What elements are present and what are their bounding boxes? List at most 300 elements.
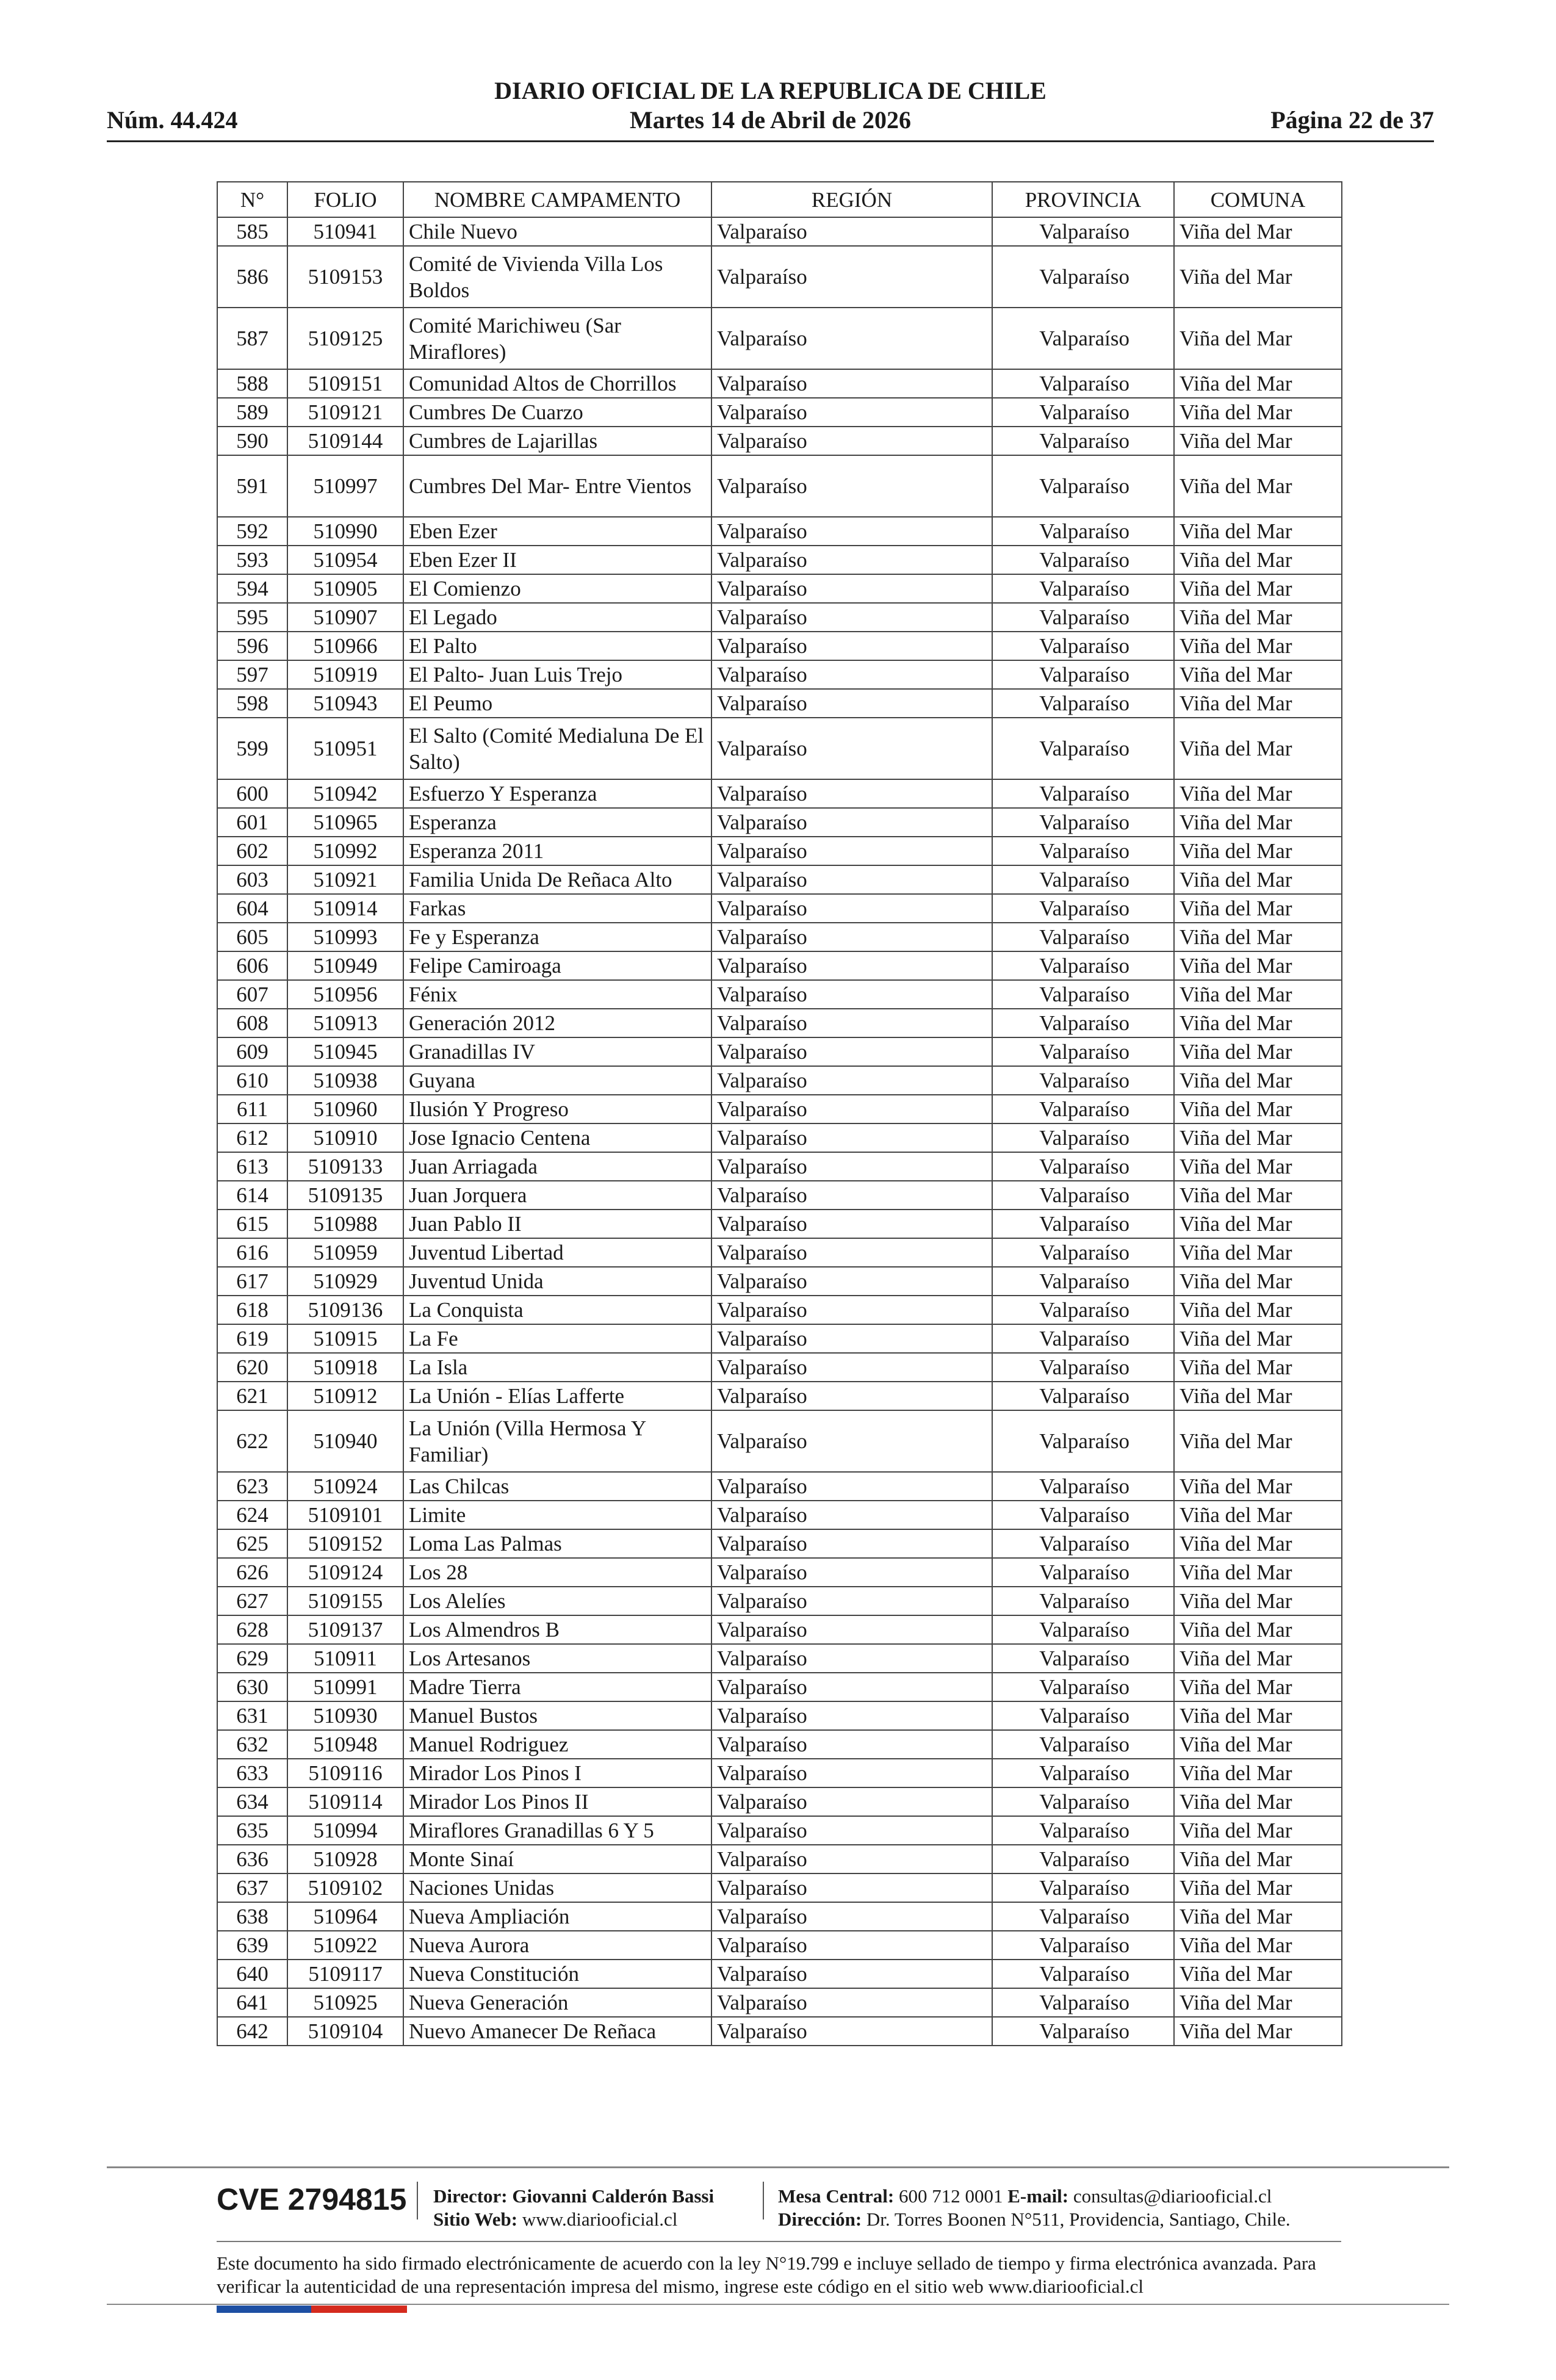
cell-numero: 642 <box>217 2017 287 2046</box>
cell-nombre: La Unión (Villa Hermosa Y Familiar) <box>403 1410 711 1472</box>
cell-folio: 510964 <box>287 1902 403 1931</box>
cell-folio: 510905 <box>287 574 403 603</box>
cell-region: Valparaíso <box>711 1787 992 1816</box>
director-label: Director: <box>433 2185 508 2207</box>
cell-provincia: Valparaíso <box>992 1382 1174 1410</box>
cell-provincia: Valparaíso <box>992 1009 1174 1037</box>
cell-provincia: Valparaíso <box>992 1501 1174 1529</box>
table-row <box>217 1587 1342 1615</box>
cell-folio: 510959 <box>287 1238 403 1267</box>
cell-numero: 611 <box>217 1095 287 1123</box>
cell-region: Valparaíso <box>711 1238 992 1267</box>
cell-numero: 629 <box>217 1644 287 1673</box>
cell-folio: 510938 <box>287 1066 403 1095</box>
cell-region: Valparaíso <box>711 1267 992 1296</box>
cell-comuna: Viña del Mar <box>1174 1558 1342 1587</box>
cell-region: Valparaíso <box>711 1181 992 1210</box>
cell-comuna: Viña del Mar <box>1174 308 1342 369</box>
table-row <box>217 1529 1342 1558</box>
table-row <box>217 1931 1342 1960</box>
cell-folio: 510943 <box>287 689 403 718</box>
director-line <box>433 2185 714 2208</box>
cell-folio: 510921 <box>287 865 403 894</box>
cell-folio: 510941 <box>287 217 403 246</box>
cell-provincia: Valparaíso <box>992 1931 1174 1960</box>
cell-numero: 618 <box>217 1296 287 1324</box>
cell-provincia: Valparaíso <box>992 1960 1174 1988</box>
cell-numero: 632 <box>217 1730 287 1759</box>
cell-nombre: Nueva Ampliación <box>403 1902 711 1931</box>
mesa-label: Mesa Central: <box>778 2185 895 2207</box>
table-row <box>217 1873 1342 1902</box>
cell-comuna: Viña del Mar <box>1174 217 1342 246</box>
cell-folio: 510930 <box>287 1701 403 1730</box>
cell-folio: 5109117 <box>287 1960 403 1988</box>
cell-comuna: Viña del Mar <box>1174 980 1342 1009</box>
cell-folio: 5109102 <box>287 1873 403 1902</box>
cell-provincia: Valparaíso <box>992 1558 1174 1587</box>
cell-provincia: Valparaíso <box>992 398 1174 427</box>
cell-nombre: El Legado <box>403 603 711 632</box>
cell-folio: 510913 <box>287 1009 403 1037</box>
cell-folio: 5109155 <box>287 1587 403 1615</box>
table-row <box>217 1644 1342 1673</box>
cell-numero: 616 <box>217 1238 287 1267</box>
cell-nombre: El Palto- Juan Luis Trejo <box>403 660 711 689</box>
campamentos-table-container <box>217 181 1341 2046</box>
cell-comuna: Viña del Mar <box>1174 1152 1342 1181</box>
cell-region: Valparaíso <box>711 1558 992 1587</box>
cell-region: Valparaíso <box>711 632 992 660</box>
signature-notice: Este documento ha sido firmado electrónicamente de acuerdo con la ley N°19.799 e incluye sellado de tiempo y firma electrónica avanzada. Para verificar la autenticidad de una representación impresa del mismo, ingrese este código en el sitio web www.diariooficial.cl <box>217 2252 1316 2297</box>
header-divider <box>107 140 1434 142</box>
cell-comuna: Viña del Mar <box>1174 1529 1342 1558</box>
cell-comuna: Viña del Mar <box>1174 689 1342 718</box>
table-row <box>217 1353 1342 1382</box>
cell-folio: 510992 <box>287 837 403 865</box>
cell-nombre: Eben Ezer II <box>403 546 711 574</box>
cell-provincia: Valparaíso <box>992 837 1174 865</box>
cell-numero: 633 <box>217 1759 287 1787</box>
table-row <box>217 660 1342 689</box>
flag-red-segment <box>311 2306 407 2313</box>
table-row <box>217 1210 1342 1238</box>
table-row <box>217 603 1342 632</box>
cell-nombre: Madre Tierra <box>403 1673 711 1701</box>
table-row <box>217 632 1342 660</box>
cell-numero: 615 <box>217 1210 287 1238</box>
table-row <box>217 894 1342 923</box>
cell-provincia: Valparaíso <box>992 689 1174 718</box>
cell-numero: 600 <box>217 779 287 808</box>
flag-stripe <box>217 2306 407 2313</box>
table-row <box>217 779 1342 808</box>
cell-provincia: Valparaíso <box>992 980 1174 1009</box>
cell-provincia: Valparaíso <box>992 1759 1174 1787</box>
cell-region: Valparaíso <box>711 546 992 574</box>
cell-numero: 592 <box>217 517 287 546</box>
cell-provincia: Valparaíso <box>992 718 1174 779</box>
cell-folio: 510911 <box>287 1644 403 1673</box>
cell-region: Valparaíso <box>711 1152 992 1181</box>
cell-provincia: Valparaíso <box>992 1988 1174 2017</box>
cell-numero: 608 <box>217 1009 287 1037</box>
cell-region: Valparaíso <box>711 1501 992 1529</box>
cell-comuna: Viña del Mar <box>1174 369 1342 398</box>
cell-comuna: Viña del Mar <box>1174 603 1342 632</box>
cell-numero: 623 <box>217 1472 287 1501</box>
cell-folio: 5109124 <box>287 1558 403 1587</box>
table-row <box>217 689 1342 718</box>
cell-numero: 590 <box>217 427 287 455</box>
cell-nombre: Nueva Constitución <box>403 1960 711 1988</box>
cell-nombre: Comité de Vivienda Villa Los Boldos <box>403 246 711 308</box>
footer-separator <box>763 2182 764 2220</box>
address-line <box>778 2208 1291 2231</box>
cell-provincia: Valparaíso <box>992 308 1174 369</box>
address-label: Dirección: <box>778 2209 862 2230</box>
cell-nombre: Nueva Aurora <box>403 1931 711 1960</box>
cell-comuna: Viña del Mar <box>1174 1873 1342 1902</box>
cell-numero: 621 <box>217 1382 287 1410</box>
cell-comuna: Viña del Mar <box>1174 1410 1342 1472</box>
cell-nombre: Monte Sinaí <box>403 1845 711 1873</box>
cell-comuna: Viña del Mar <box>1174 1501 1342 1529</box>
email-link[interactable]: consultas@diariooficial.cl <box>1073 2185 1272 2207</box>
cell-region: Valparaíso <box>711 1673 992 1701</box>
cell-nombre: Guyana <box>403 1066 711 1095</box>
cell-comuna: Viña del Mar <box>1174 1845 1342 1873</box>
cell-provincia: Valparaíso <box>992 1296 1174 1324</box>
footer-separator <box>417 2182 418 2220</box>
cell-provincia: Valparaíso <box>992 660 1174 689</box>
cell-numero: 594 <box>217 574 287 603</box>
cell-nombre: Ilusión Y Progreso <box>403 1095 711 1123</box>
cell-comuna: Viña del Mar <box>1174 246 1342 308</box>
table-row <box>217 865 1342 894</box>
cell-numero: 641 <box>217 1988 287 2017</box>
cell-provincia: Valparaíso <box>992 1152 1174 1181</box>
cell-nombre: Chile Nuevo <box>403 217 711 246</box>
table-row <box>217 808 1342 837</box>
cell-folio: 5109116 <box>287 1759 403 1787</box>
cell-provincia: Valparaíso <box>992 1730 1174 1759</box>
cell-provincia: Valparaíso <box>992 1529 1174 1558</box>
table-row <box>217 517 1342 546</box>
cell-region: Valparaíso <box>711 980 992 1009</box>
cell-nombre: Nueva Generación <box>403 1988 711 2017</box>
table-row <box>217 923 1342 951</box>
cell-region: Valparaíso <box>711 369 992 398</box>
cell-numero: 624 <box>217 1501 287 1529</box>
cell-provincia: Valparaíso <box>992 574 1174 603</box>
cell-folio: 5109114 <box>287 1787 403 1816</box>
table-row <box>217 1009 1342 1037</box>
cell-provincia: Valparaíso <box>992 1410 1174 1472</box>
cell-nombre: Limite <box>403 1501 711 1529</box>
cell-provincia: Valparaíso <box>992 1902 1174 1931</box>
cell-provincia: Valparaíso <box>992 2017 1174 2046</box>
table-row <box>217 2017 1342 2046</box>
table-row <box>217 1472 1342 1501</box>
cell-nombre: La Conquista <box>403 1296 711 1324</box>
cell-provincia: Valparaíso <box>992 1353 1174 1382</box>
cell-comuna: Viña del Mar <box>1174 1324 1342 1353</box>
cell-folio: 5109125 <box>287 308 403 369</box>
cell-comuna: Viña del Mar <box>1174 1587 1342 1615</box>
cell-nombre: Juan Jorquera <box>403 1181 711 1210</box>
cell-nombre: El Salto (Comité Medialuna De El Salto) <box>403 718 711 779</box>
table-row <box>217 398 1342 427</box>
cell-region: Valparaíso <box>711 1472 992 1501</box>
cell-nombre: Fénix <box>403 980 711 1009</box>
cell-nombre: Generación 2012 <box>403 1009 711 1037</box>
cell-comuna: Viña del Mar <box>1174 1009 1342 1037</box>
cell-provincia: Valparaíso <box>992 603 1174 632</box>
cell-provincia: Valparaíso <box>992 1123 1174 1152</box>
cell-region: Valparaíso <box>711 923 992 951</box>
cell-folio: 510945 <box>287 1037 403 1066</box>
cell-folio: 510993 <box>287 923 403 951</box>
cell-region: Valparaíso <box>711 1210 992 1238</box>
table-row <box>217 718 1342 779</box>
director-name: Giovanni Calderón Bassi <box>512 2185 715 2207</box>
cell-folio: 510925 <box>287 1988 403 2017</box>
cell-comuna: Viña del Mar <box>1174 1960 1342 1988</box>
cell-comuna: Viña del Mar <box>1174 718 1342 779</box>
cell-region: Valparaíso <box>711 1759 992 1787</box>
cell-comuna: Viña del Mar <box>1174 865 1342 894</box>
cell-nombre: Naciones Unidas <box>403 1873 711 1902</box>
cell-provincia: Valparaíso <box>992 1845 1174 1873</box>
cell-comuna: Viña del Mar <box>1174 1787 1342 1816</box>
cell-provincia: Valparaíso <box>992 865 1174 894</box>
cell-folio: 5109137 <box>287 1615 403 1644</box>
cell-numero: 639 <box>217 1931 287 1960</box>
cell-region: Valparaíso <box>711 1324 992 1353</box>
cell-numero: 607 <box>217 980 287 1009</box>
table-row <box>217 1152 1342 1181</box>
cell-folio: 510966 <box>287 632 403 660</box>
cell-numero: 593 <box>217 546 287 574</box>
cell-folio: 510997 <box>287 455 403 517</box>
cell-folio: 510922 <box>287 1931 403 1960</box>
table-row <box>217 1960 1342 1988</box>
cell-numero: 626 <box>217 1558 287 1587</box>
cell-folio: 510949 <box>287 951 403 980</box>
cell-numero: 610 <box>217 1066 287 1095</box>
cell-region: Valparaíso <box>711 1353 992 1382</box>
cell-region: Valparaíso <box>711 455 992 517</box>
bottom-divider <box>107 2304 1449 2305</box>
column-header-numero: N° <box>217 182 287 217</box>
cell-numero: 604 <box>217 894 287 923</box>
column-header-folio: FOLIO <box>287 182 403 217</box>
cell-region: Valparaíso <box>711 894 992 923</box>
cell-region: Valparaíso <box>711 718 992 779</box>
website-label: Sitio Web: <box>433 2209 518 2230</box>
cell-folio: 510990 <box>287 517 403 546</box>
table-row <box>217 217 1342 246</box>
cell-nombre: Juan Arriagada <box>403 1152 711 1181</box>
cell-nombre: Farkas <box>403 894 711 923</box>
cell-numero: 597 <box>217 660 287 689</box>
cell-region: Valparaíso <box>711 1960 992 1988</box>
cell-region: Valparaíso <box>711 1988 992 2017</box>
cell-region: Valparaíso <box>711 1701 992 1730</box>
cell-nombre: Los Artesanos <box>403 1644 711 1673</box>
cell-numero: 614 <box>217 1181 287 1210</box>
cell-region: Valparaíso <box>711 1615 992 1644</box>
cell-comuna: Viña del Mar <box>1174 837 1342 865</box>
cell-provincia: Valparaíso <box>992 1066 1174 1095</box>
cell-numero: 587 <box>217 308 287 369</box>
cell-provincia: Valparaíso <box>992 427 1174 455</box>
footer-divider <box>107 2166 1449 2168</box>
cell-nombre: Familia Unida De Reñaca Alto <box>403 865 711 894</box>
cell-region: Valparaíso <box>711 1529 992 1558</box>
cell-folio: 5109104 <box>287 2017 403 2046</box>
cell-provincia: Valparaíso <box>992 1267 1174 1296</box>
table-row <box>217 1615 1342 1644</box>
cell-provincia: Valparaíso <box>992 1787 1174 1816</box>
table-row <box>217 1123 1342 1152</box>
cell-nombre: Cumbres De Cuarzo <box>403 398 711 427</box>
cell-region: Valparaíso <box>711 1845 992 1873</box>
cell-folio: 510994 <box>287 1816 403 1845</box>
table-row <box>217 1673 1342 1701</box>
cell-provincia: Valparaíso <box>992 1816 1174 1845</box>
cell-provincia: Valparaíso <box>992 1873 1174 1902</box>
cell-numero: 625 <box>217 1529 287 1558</box>
cell-provincia: Valparaíso <box>992 369 1174 398</box>
contact-line <box>778 2185 1272 2208</box>
cell-folio: 510951 <box>287 718 403 779</box>
cell-nombre: Loma Las Palmas <box>403 1529 711 1558</box>
website-link[interactable]: www.diariooficial.cl <box>522 2209 678 2230</box>
flag-blue-segment <box>217 2306 311 2313</box>
table-row <box>217 546 1342 574</box>
cell-comuna: Viña del Mar <box>1174 1238 1342 1267</box>
cell-numero: 598 <box>217 689 287 718</box>
cell-comuna: Viña del Mar <box>1174 1759 1342 1787</box>
cell-folio: 510929 <box>287 1267 403 1296</box>
cell-comuna: Viña del Mar <box>1174 1037 1342 1066</box>
cell-numero: 599 <box>217 718 287 779</box>
cell-comuna: Viña del Mar <box>1174 894 1342 923</box>
cell-numero: 602 <box>217 837 287 865</box>
cell-provincia: Valparaíso <box>992 1644 1174 1673</box>
table-row <box>217 574 1342 603</box>
cell-nombre: Fe y Esperanza <box>403 923 711 951</box>
table-row <box>217 1787 1342 1816</box>
table-row <box>217 1845 1342 1873</box>
cell-numero: 612 <box>217 1123 287 1152</box>
cell-folio: 5109136 <box>287 1296 403 1324</box>
table-row <box>217 369 1342 398</box>
cell-nombre: Manuel Bustos <box>403 1701 711 1730</box>
cell-comuna: Viña del Mar <box>1174 517 1342 546</box>
cell-nombre: Manuel Rodriguez <box>403 1730 711 1759</box>
cell-region: Valparaíso <box>711 1296 992 1324</box>
table-row <box>217 951 1342 980</box>
cell-region: Valparaíso <box>711 1066 992 1095</box>
cell-comuna: Viña del Mar <box>1174 1066 1342 1095</box>
cell-nombre: El Comienzo <box>403 574 711 603</box>
cell-region: Valparaíso <box>711 1410 992 1472</box>
table-row <box>217 1759 1342 1787</box>
cell-nombre: Los 28 <box>403 1558 711 1587</box>
cell-numero: 613 <box>217 1152 287 1181</box>
cell-folio: 510919 <box>287 660 403 689</box>
table-row <box>217 980 1342 1009</box>
cell-region: Valparaíso <box>711 1816 992 1845</box>
cell-nombre: Esfuerzo Y Esperanza <box>403 779 711 808</box>
cell-comuna: Viña del Mar <box>1174 1902 1342 1931</box>
table-row <box>217 1296 1342 1324</box>
cell-nombre: Juventud Libertad <box>403 1238 711 1267</box>
cell-numero: 596 <box>217 632 287 660</box>
cell-provincia: Valparaíso <box>992 517 1174 546</box>
cell-folio: 510914 <box>287 894 403 923</box>
cell-folio: 510928 <box>287 1845 403 1873</box>
page-number: Página 22 de 37 <box>1270 106 1434 134</box>
cell-region: Valparaíso <box>711 427 992 455</box>
cell-folio: 510910 <box>287 1123 403 1152</box>
cell-comuna: Viña del Mar <box>1174 1472 1342 1501</box>
cell-nombre: Mirador Los Pinos I <box>403 1759 711 1787</box>
page-header <box>107 76 1434 143</box>
cell-provincia: Valparaíso <box>992 1472 1174 1501</box>
cell-numero: 628 <box>217 1615 287 1644</box>
cell-comuna: Viña del Mar <box>1174 779 1342 808</box>
cell-numero: 589 <box>217 398 287 427</box>
cell-numero: 620 <box>217 1353 287 1382</box>
cell-comuna: Viña del Mar <box>1174 574 1342 603</box>
column-header-region: REGIÓN <box>711 182 992 217</box>
cell-region: Valparaíso <box>711 1902 992 1931</box>
cell-comuna: Viña del Mar <box>1174 1644 1342 1673</box>
table-row <box>217 1238 1342 1267</box>
cell-folio: 5109133 <box>287 1152 403 1181</box>
cell-nombre: Comité Marichiweu (Sar Miraflores) <box>403 308 711 369</box>
cell-region: Valparaíso <box>711 217 992 246</box>
cell-folio: 510940 <box>287 1410 403 1472</box>
cell-nombre: Comunidad Altos de Chorrillos <box>403 369 711 398</box>
cell-nombre: Los Alelíes <box>403 1587 711 1615</box>
cell-comuna: Viña del Mar <box>1174 1931 1342 1960</box>
column-header-nombre: NOMBRE CAMPAMENTO <box>403 182 711 217</box>
cell-folio: 5109121 <box>287 398 403 427</box>
cell-nombre: Eben Ezer <box>403 517 711 546</box>
cell-numero: 601 <box>217 808 287 837</box>
cell-region: Valparaíso <box>711 1644 992 1673</box>
cell-folio: 510912 <box>287 1382 403 1410</box>
cell-region: Valparaíso <box>711 517 992 546</box>
issue-date: Martes 14 de Abril de 2026 <box>629 106 912 134</box>
cell-numero: 637 <box>217 1873 287 1902</box>
cell-folio: 510960 <box>287 1095 403 1123</box>
table-row <box>217 1095 1342 1123</box>
table-row <box>217 1730 1342 1759</box>
cell-numero: 595 <box>217 603 287 632</box>
cell-provincia: Valparaíso <box>992 1615 1174 1644</box>
cell-numero: 586 <box>217 246 287 308</box>
cell-folio: 5109151 <box>287 369 403 398</box>
cell-region: Valparaíso <box>711 246 992 308</box>
table-row <box>217 246 1342 308</box>
cell-nombre: Miraflores Granadillas 6 Y 5 <box>403 1816 711 1845</box>
